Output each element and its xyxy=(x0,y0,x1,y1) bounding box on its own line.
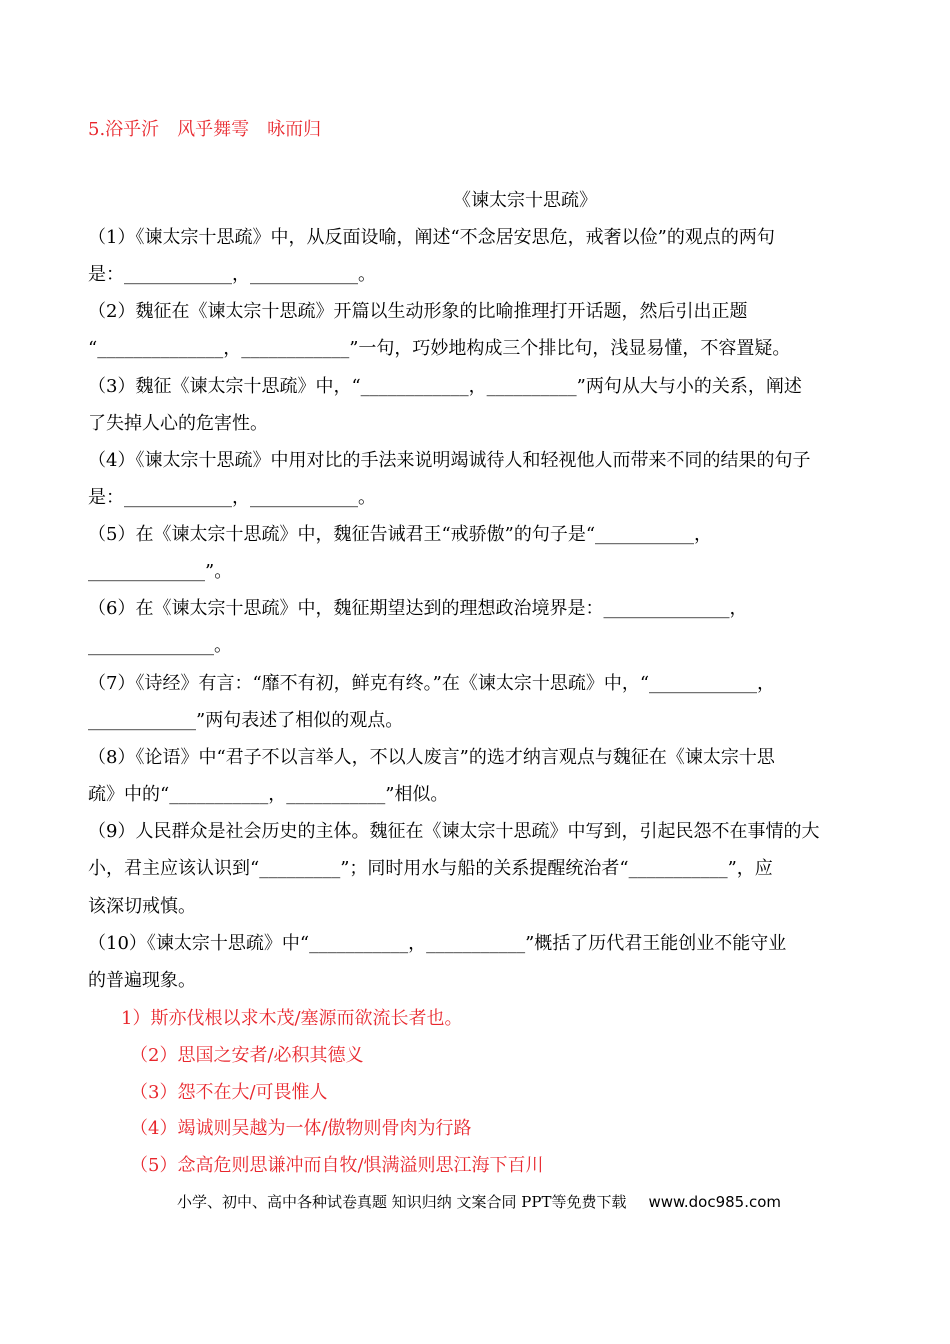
question-line: （9）人民群众是社会历史的主体。魏征在《谏太宗十思疏》中写到，引起民怨不在事情的大 xyxy=(88,821,820,842)
answer-line: （5）念高危则思谦冲而自牧/惧满溢则思江海下百川 xyxy=(130,1155,544,1176)
question-line: 是：____________，____________。 xyxy=(88,487,376,508)
question-line: （5）在《谏太宗十思疏》中，魏征告诫君王“戒骄傲”的句子是“___________， xyxy=(88,524,713,545)
question-line: 了失掉人心的危害性。 xyxy=(88,413,268,434)
question-line: ____________”两句表述了相似的观点。 xyxy=(88,710,404,731)
answer-line: 1）斯亦伐根以求木茂/塞源而欲流长者也。 xyxy=(121,1008,463,1029)
question-line: （3）魏征《谏太宗十思疏》中，“____________，__________”两句从大与小的关系，阐述 xyxy=(88,376,802,397)
question-line: （10）《谏太宗十思疏》中“___________，___________”概括了历代君王能创业不能守业 xyxy=(88,933,787,954)
question-line: （7）《诗经》有言：“靡不有初，鲜克有终。”在《谏太宗十思疏》中，“____________， xyxy=(88,673,776,694)
header-answer: 5.浴乎沂 风乎舞雩 咏而归 xyxy=(88,119,322,140)
question-line: 的普遍现象。 xyxy=(88,970,196,991)
question-line: （6）在《谏太宗十思疏》中，魏征期望达到的理想政治境界是：______________， xyxy=(88,598,748,619)
question-line: 是：____________，____________。 xyxy=(88,264,376,285)
answer-line: （2）思国之安者/必积其德义 xyxy=(130,1045,364,1066)
question-line: 该深切戒慎。 xyxy=(88,896,196,917)
answer-line: （4）竭诚则吴越为一体/傲物则骨肉为行路 xyxy=(130,1118,472,1139)
footer-text: 小学、初中、高中各种试卷真题 知识归纳 文案合同 PPT等免费下载 xyxy=(176,1193,627,1211)
question-line: （1）《谏太宗十思疏》中，从反面设喻，阐述“不念居安思危，戒奢以俭”的观点的两句 xyxy=(88,227,775,248)
question-line: _____________”。 xyxy=(88,561,233,582)
page-title: 《谏太宗十思疏》 xyxy=(453,190,597,211)
question-line: “______________，____________”一句，巧妙地构成三个排比句，浅显易懂，不容置疑。 xyxy=(88,338,791,359)
footer-site-link[interactable]: www.doc985.com xyxy=(648,1193,782,1211)
answer-line: （3）怨不在大/可畏惟人 xyxy=(130,1082,328,1103)
question-line: 小，君主应该认识到“_________”；同时用水与船的关系提醒统治者“___________”，应 xyxy=(88,858,773,879)
question-line: 疏》中的“___________，___________”相似。 xyxy=(88,784,449,805)
question-line: （8）《论语》中“君子不以言举人，不以人废言”的选才纳言观点与魏征在《谏太宗十思 xyxy=(88,747,775,768)
question-line: （4）《谏太宗十思疏》中用对比的手法来说明竭诚待人和轻视他人而带来不同的结果的句子 xyxy=(88,450,811,471)
question-line: （2）魏征在《谏太宗十思疏》开篇以生动形象的比喻推理打开话题，然后引出正题 xyxy=(88,301,748,322)
page-footer xyxy=(0,1193,950,1211)
question-line: ______________。 xyxy=(88,635,232,656)
